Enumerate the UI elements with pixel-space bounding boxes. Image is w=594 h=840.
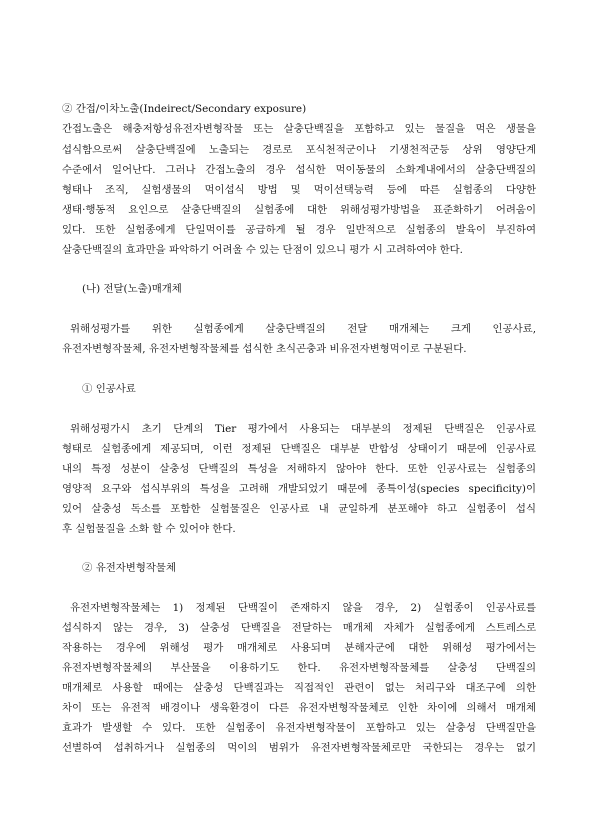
section-heading-artificial-diet: ① 인공사료	[82, 383, 136, 395]
paragraph-line: 후 실험물질을 소화 할 수 있어야 한다.	[62, 523, 236, 535]
paragraph-line: 있어 살충성 독소를 포함한 실험물질은 인공사료 내 균일하게 분포해야 하고 실험종이 섭식	[62, 503, 536, 515]
section-heading-delivery-medium: (나) 전달(노출)매개체	[82, 283, 182, 295]
paragraph-line: 위해성평가시 초기 단계의 Tier 평가에서 사용되는 대부분의 정제된 단백질은 인공사료	[70, 423, 536, 435]
paragraph-line: 살충단백질의 효과만을 파악하기 어려울 수 있는 단점이 있으니 평가 시 고려하여야 한다.	[62, 244, 463, 256]
paragraph-line: 형태로 실험종에게 제공되며, 이런 정제된 단백질은 대부분 반합성 상태이기 때문에 인공사료	[62, 443, 536, 455]
paragraph-line: 내의 특정 성분이 살충성 단백질의 특성을 저해하지 않아야 한다. 또한 인공사료는 실험종의	[62, 463, 536, 475]
paragraph-line: 선별하여 섭취하거나 실험종의 먹이의 범위가 유전자변형작물체로만 국한되는 경우는 없기	[62, 742, 536, 754]
paragraph-line: 유전자변형작물체는 1) 정제된 단백질이 존재하지 않을 경우, 2) 실험종이 인공사료를	[70, 602, 536, 614]
paragraph-line: 영양적 요구와 섭식부위의 특성을 고려해 개발되었기 때문에 종특이성(species specificity)이	[62, 483, 536, 495]
paragraph-line: 섭식함으로써 살충단백질에 노출되는 경로로 포식천적군이나 기생천적군등 상위 영양단계	[62, 144, 536, 156]
section-heading-gm-crop: ② 유전자변형작물체	[82, 562, 176, 574]
paragraph-line: 작용하는 경우에 위해성 평가 매개체로 사용되며 분해자군에 대한 위해성 평가에서는	[62, 642, 536, 654]
paragraph-line: 유전자변형작물체의 부산물을 이용하기도 한다. 유전자변형작물체를 살충성 단백질의	[62, 662, 536, 674]
paragraph-line: 생태·행동적 요인으로 살충단백질의 실험종에 대한 위해성평가방법을 표준화하기 어려움이	[62, 204, 536, 216]
paragraph-line: 매개체로 사용할 때에는 살충성 단백질과는 직접적인 관련이 없는 처리구와 대조구에 의한	[62, 682, 536, 694]
paragraph-line: 유전자변형작물체, 유전자변형작물체를 섭식한 초식곤충과 비유전자변형먹이로 구분된다.	[62, 343, 467, 355]
paragraph-line: 수준에서 일어난다. 그러나 간접노출의 경우 섭식한 먹이동물의 소화계내에서의 살충단백질의	[62, 164, 536, 176]
paragraph-line: 간접노출은 해충저항성유전자변형작물 또는 살충단백질을 포함하고 있는 물질을 먹은 생물을	[62, 123, 536, 135]
paragraph-line: 있다. 또한 실험종에게 단일먹이를 공급하게 될 경우 일반적으로 실험종의 발육이 부진하여	[62, 224, 536, 236]
paragraph-line: 섭식하지 않는 경우, 3) 살충성 단백질을 전달하는 매개체 자체가 실험종에게 스트레스로	[62, 622, 536, 634]
paragraph-line: 차이 또는 유전적 배경이나 생육환경이 다른 유전자변형작물체로 인한 차이에 의해서 매개체	[62, 702, 536, 714]
paragraph-line: 효과가 발생할 수 있다. 또한 실험종이 유전자변형작물이 포함하고 있는 살충성 단백질만을	[62, 722, 536, 734]
section-heading-indirect-exposure: ② 간접/이차노출(Indeirect/Secondary exposure)	[62, 103, 307, 115]
paragraph-line: 형태나 조직, 실험생물의 먹이섭식 방법 및 먹이선택능력 등에 따른 실험종의 다양한	[62, 184, 536, 196]
paragraph-line: 위해성평가를 위한 실험종에게 살충단백질의 전달 매개체는 크게 인공사료,	[70, 323, 536, 335]
